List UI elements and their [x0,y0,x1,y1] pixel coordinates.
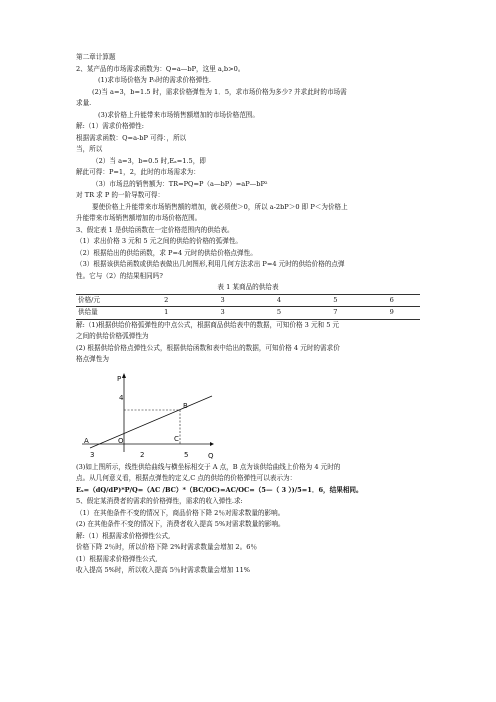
tick-5-label: 5 [184,450,189,459]
q3-solution-1-line2: 之间的供给价格弧弹性为 [76,332,149,340]
q3-solution-2-line2: 格点弹性为 [76,355,109,363]
q2-solution-2a: （2）当 a=3，b=0.5 时,Eₐ=1.5，即 [92,156,206,165]
table-cell: 3 [194,307,250,320]
q3-solution-1-line1: 解:（1)根据供给价格弧弹性的中点公式，根据商品供给表中的数据，可知价格 3 元和 5 元 [76,320,340,329]
q2-solution-label: 解:（1）需求价格弹性: [76,122,144,130]
p-axis-arrow [122,373,126,378]
q3-sub3-line2: 性。它与（2）的结果相同吗? [76,271,163,280]
q2-sub2-line2: 求量. [76,99,92,107]
tick-4-label: 4 [119,393,124,402]
q3-solution-3-line1: (3)如上图所示，线性供给曲线与横坐标相交于 A 点，B 点为该供给曲线上价格为 4 元时的 [76,462,341,471]
q2-solution-2b: 解此可得：P=1，2，此时的市场需求为： [76,168,200,176]
q5-sub1: （1）在其他条件不变的情况下，商品价格下降 2％对需求数量的影响。 [76,508,285,517]
q2-solution-3a: （3）市场总的销售额为：TR=PQ=P（a—bP）=aP—bP² [92,179,268,188]
q5-solution-2b: 收入提高 5%时，所以收入提高 5％时需求数量会增加 11% [76,566,251,574]
document-body [76,52,420,577]
table-cell: 3 [194,294,250,307]
q5-solution-1: 价格下降 2％时，所以价格下降 2%时需求数量会增加 2。6％ [76,543,257,551]
table-cell: 9 [364,307,420,320]
table-cell: 供给量 [76,307,138,320]
table-caption: 表 1 某商品的供给表 [217,283,279,291]
q2-solution-3c-line1: 要使价格上升能带来市场销售额的增加，就必须使＞0，所以 a-2bP＞0 即 P＜为价格上 [92,202,348,211]
q2-stem: 2、某产品的市场需求函数为：Q=a—bP，这里 a,b>0。 [76,64,245,73]
table-cell: 6 [364,294,420,307]
supply-curve-figure [76,366,420,462]
table-row-quantity [76,307,420,320]
table-cell: 1 [138,307,194,320]
supply-line [90,393,212,448]
origin-label: O [118,436,124,445]
table-cell: 7 [307,307,363,320]
q2-solution-3c-line2: 升能带来市场销售额增加的市场价格范围。 [76,214,202,222]
supply-table [76,294,420,320]
q2-sub3: (3)求价格上升能带来市场销售额增加的市场价格范围。 [98,110,259,119]
axis-p-label: P [117,374,122,383]
q3-solution-2-line1: (2) 根据供给价格点弹性公式，根据供给函数和表中给出的数据，可知价格 4 元时的需求价 [76,343,340,352]
q-axis-arrow [210,442,214,446]
chapter-title: 第二章计算题 [76,53,116,61]
q5-stem: 5、假定某消费者的需求的价格弹性，需求的收入弹性.求: [76,497,243,505]
tick-neg3-label: 3 [90,450,95,459]
q2-sub1: (1)求市场价格为 P₀时的需求价格弹性. [98,76,211,84]
q3-sub3-line1: （3）根据该供给函数或供给表做出几何图形,利用几何方法求出 P=4 元时的供给价格的点弹 [76,260,345,268]
q2-solution-1b: 当，所以 [76,145,103,153]
q3-sub1: （1）求出价格 3 元和 5 元之间的供给的价格的弧弹性。 [76,237,243,245]
q5-solution-label: 解:（1）根据需求价格弹性公式, [76,531,171,540]
table-cell: 2 [138,294,194,307]
q5-sub2: (2) 在其他条件不变的情况下，消费者收入提高 5%对需求数量的影响。 [76,520,285,528]
point-a-label: A [84,436,89,445]
q5-solution-2a: (1）根据需求价格弹性公式, [76,554,158,563]
table-cell: 5 [307,294,363,307]
q3-stem: 3、假定表 1 是供给函数在一定价格范围内的供给表。 [76,225,234,234]
axis-q-label: Q [208,451,214,460]
q3-sub2: （2）根据给出的供给函数，求 P=4 元时的供给价格点弹性。 [76,248,257,257]
point-b-label: B [183,401,188,410]
q2-solution-1a: 根据需求函数：Q=a-bP 可得：，所以 [76,133,187,142]
q2-sub2-line1: (2)当 a=3，b=1.5 时，需求价格弹性为 1．5，求市场价格为多少? 并求此时的市场需 [92,87,347,96]
tick-2-label: 2 [140,450,145,459]
supply-curve-svg [76,366,420,462]
table-cell: 5 [251,307,307,320]
q2-solution-3b: 对 TR 求 P 的一阶导数可得： [76,191,165,199]
point-c-label: C [174,434,179,443]
table-cell: 4 [251,294,307,307]
q3-solution-3-line3: Eₛ=（dQ/dP)*P/Q=（AC /BC）*（BC/OC)=AC/OC=（5—（ 3 ）)/5=1．6，结果相同。 [76,485,363,494]
table-row-price [76,294,420,307]
q3-solution-3-line2: 点。从几何意义看，根据点弹性的定义,C 点的供给的价格弹性可以表示为： [76,474,297,482]
table-cell: 价格/元 [76,294,138,307]
